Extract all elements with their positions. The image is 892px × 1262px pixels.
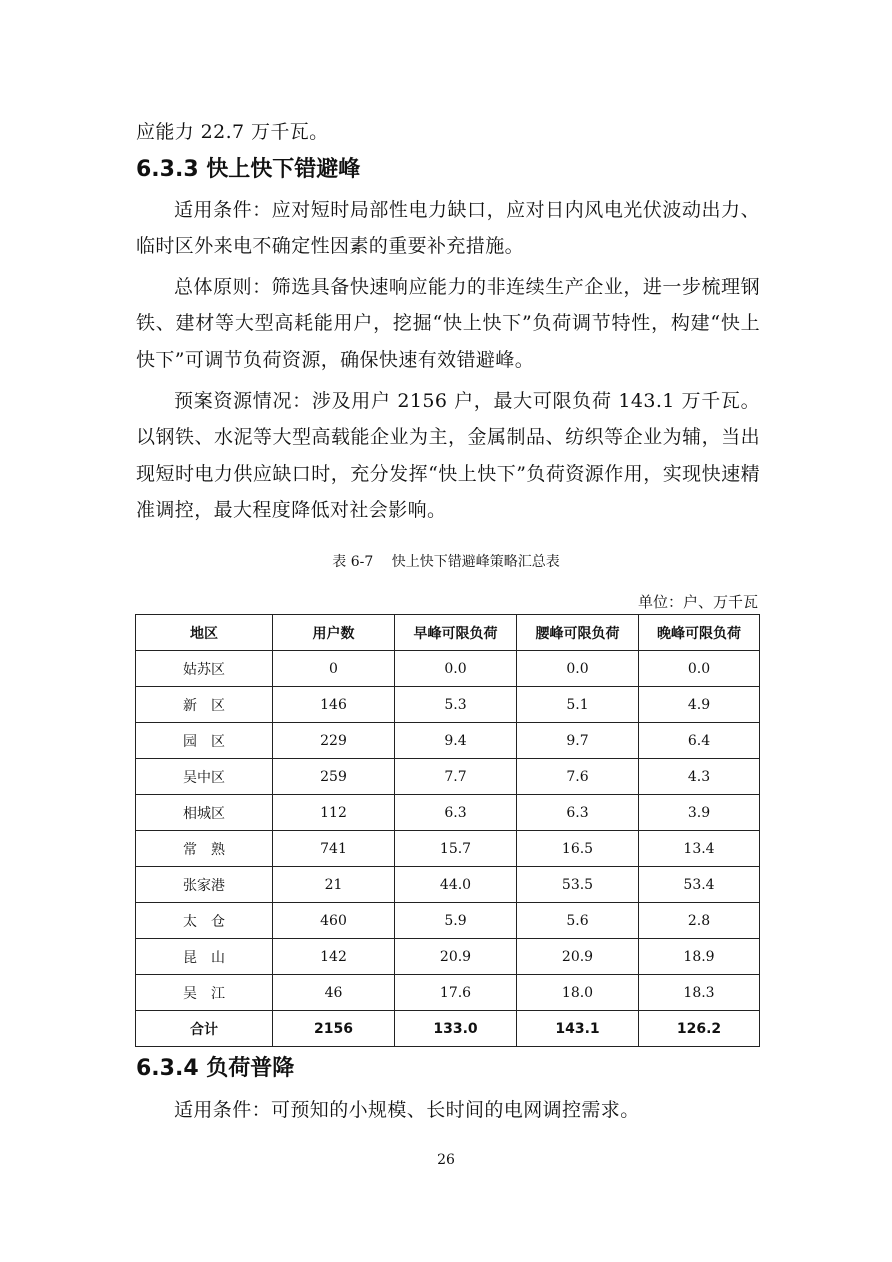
paragraph-continuation: 应能力 22.7 万千瓦。 (136, 121, 329, 143)
table-row (136, 759, 760, 795)
section-heading-6-3-4: 6.3.4 负荷普降 (136, 1056, 295, 1081)
table-cell: 9.7 (517, 723, 639, 759)
table-cell: 吴 江 (136, 975, 273, 1011)
table-cell: 6.3 (517, 795, 639, 831)
table-cell: 741 (273, 831, 395, 867)
column-header: 地区 (136, 615, 273, 651)
table-cell: 张家港 (136, 867, 273, 903)
table-cell: 142 (273, 939, 395, 975)
table-cell: 6.4 (639, 723, 760, 759)
table-cell: 9.4 (395, 723, 517, 759)
table-cell: 126.2 (639, 1011, 760, 1047)
table-cell: 18.3 (639, 975, 760, 1011)
table-unit-note: 单位：户、万千瓦 (637, 593, 758, 611)
table-cell: 44.0 (395, 867, 517, 903)
table-caption: 表 6-7 快上快下错避峰策略汇总表 (332, 554, 560, 570)
table-cell: 46 (273, 975, 395, 1011)
summary-table (135, 614, 760, 1047)
table-cell: 姑苏区 (136, 651, 273, 687)
table-cell: 259 (273, 759, 395, 795)
table-cell: 吴中区 (136, 759, 273, 795)
table-cell: 143.1 (517, 1011, 639, 1047)
paragraph-applicable-conditions: 适用条件：应对短时局部性电力缺口，应对日内风电光伏波动出力、临时区外来电不确定性因素的重要补充措施。 (136, 199, 760, 258)
column-header: 早峰可限负荷 (395, 615, 517, 651)
table-cell: 146 (273, 687, 395, 723)
column-header: 晚峰可限负荷 (639, 615, 760, 651)
table-total-row (136, 1011, 760, 1047)
table-cell: 53.4 (639, 867, 760, 903)
table-cell: 20.9 (517, 939, 639, 975)
table-row (136, 903, 760, 939)
table-cell: 7.7 (395, 759, 517, 795)
column-header: 腰峰可限负荷 (517, 615, 639, 651)
table-cell: 太 仓 (136, 903, 273, 939)
table-cell: 5.6 (517, 903, 639, 939)
table-cell: 21 (273, 867, 395, 903)
table-cell: 昆 山 (136, 939, 273, 975)
table-cell: 0.0 (639, 651, 760, 687)
table-cell: 20.9 (395, 939, 517, 975)
table-cell: 7.6 (517, 759, 639, 795)
column-header: 用户数 (273, 615, 395, 651)
paragraph-applicable-conditions-634: 适用条件：可预知的小规模、长时间的电网调控需求。 (174, 1099, 640, 1121)
table-cell: 13.4 (639, 831, 760, 867)
table-row (136, 687, 760, 723)
table-cell: 相城区 (136, 795, 273, 831)
table-cell: 133.0 (395, 1011, 517, 1047)
paragraph-plan-resources: 预案资源情况：涉及用户 2156 户，最大可限负荷 143.1 万千瓦。以钢铁、水泥等大型高载能企业为主，金属制品、纺织等企业为辅，当出现短时电力供应缺口时，充分发挥“快上快下”负荷资源作用，实现快速精准调控，最大程度降低对社会影响。 (136, 390, 760, 521)
table-row (136, 939, 760, 975)
table-cell: 229 (273, 723, 395, 759)
table-cell: 17.6 (395, 975, 517, 1011)
paragraph-general-principle: 总体原则：筛选具备快速响应能力的非连续生产企业，进一步梳理钢铁、建材等大型高耗能用户，挖掘“快上快下”负荷调节特性，构建“快上快下”可调节负荷资源，确保快速有效错避峰。 (136, 276, 760, 371)
section-heading-6-3-3: 6.3.3 快上快下错避峰 (136, 157, 361, 182)
table-cell: 5.9 (395, 903, 517, 939)
table-cell: 合计 (136, 1011, 273, 1047)
table-row (136, 975, 760, 1011)
table-cell: 2.8 (639, 903, 760, 939)
table-row (136, 795, 760, 831)
table-row (136, 723, 760, 759)
table-cell: 16.5 (517, 831, 639, 867)
table-cell: 112 (273, 795, 395, 831)
table-cell: 新 区 (136, 687, 273, 723)
page-number: 26 (437, 1152, 455, 1168)
table-cell: 0 (273, 651, 395, 687)
table-row (136, 651, 760, 687)
table-cell: 0.0 (395, 651, 517, 687)
table-cell: 6.3 (395, 795, 517, 831)
table-cell: 2156 (273, 1011, 395, 1047)
table-cell: 460 (273, 903, 395, 939)
table-cell: 常 熟 (136, 831, 273, 867)
table-cell: 0.0 (517, 651, 639, 687)
table-cell: 5.3 (395, 687, 517, 723)
table-header-row (136, 615, 760, 651)
table-cell: 4.9 (639, 687, 760, 723)
table-cell: 18.0 (517, 975, 639, 1011)
table-cell: 5.1 (517, 687, 639, 723)
table-cell: 18.9 (639, 939, 760, 975)
table-cell: 4.3 (639, 759, 760, 795)
table-row (136, 867, 760, 903)
table-cell: 3.9 (639, 795, 760, 831)
table-cell: 15.7 (395, 831, 517, 867)
table-row (136, 831, 760, 867)
table-cell: 53.5 (517, 867, 639, 903)
table-cell: 园 区 (136, 723, 273, 759)
